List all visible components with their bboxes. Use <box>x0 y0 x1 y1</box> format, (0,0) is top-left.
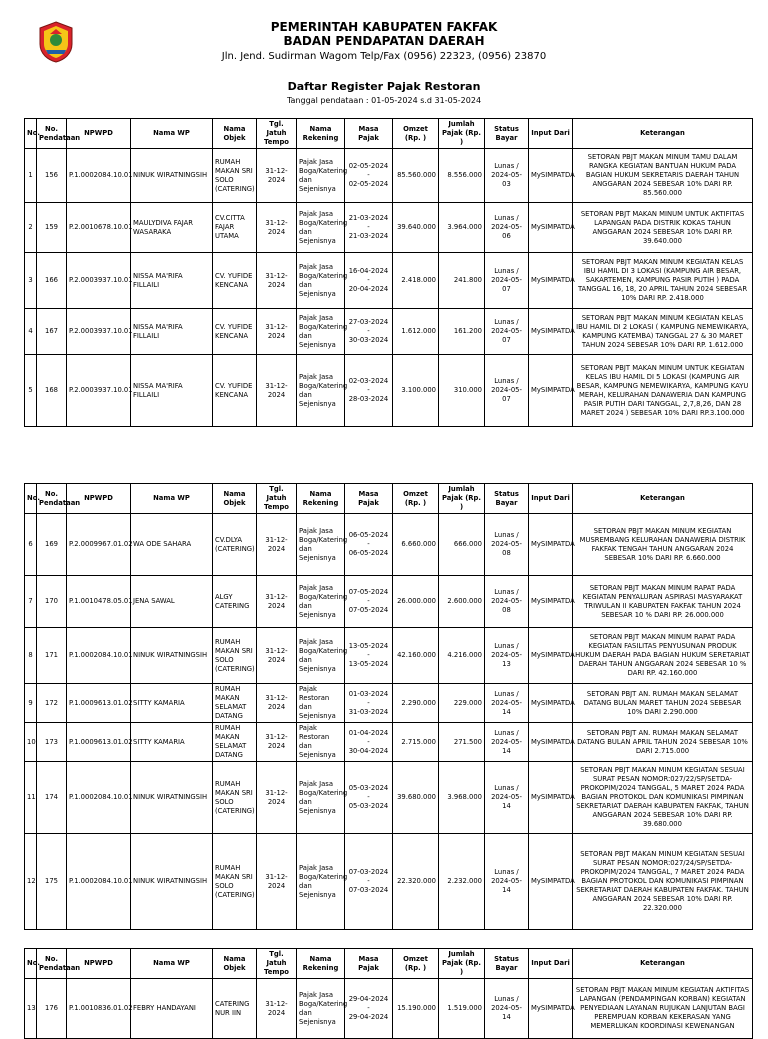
col-omzet-cell: 15.190.000 <box>393 979 439 1039</box>
col-omzet-cell: 2.715.000 <box>393 723 439 762</box>
col-tgl-jatuh-tempo-cell: 31-12-2024 <box>257 979 297 1039</box>
col-tgl-jatuh-tempo-cell: 31-12-2024 <box>257 628 297 684</box>
col-input-dari-cell: MySIMPATDA <box>529 203 573 253</box>
col-no-cell: 12 <box>25 834 37 930</box>
col-status-bayar-header: Status Bayar <box>485 949 529 979</box>
col-nama-objek-cell: CV. YUFIDE KENCANA <box>213 355 257 427</box>
col-nama-wp-cell: NINUK WIRATNINGSIH <box>131 149 213 203</box>
col-tgl-jatuh-tempo-cell: 31-12-2024 <box>257 684 297 723</box>
col-no-pendataan-cell: 170 <box>37 576 67 628</box>
col-no-cell: 7 <box>25 576 37 628</box>
masa-sep: - <box>367 1004 370 1012</box>
masa-from: 01-04-2024 <box>348 728 389 737</box>
col-masa-pajak-cell <box>345 253 393 309</box>
table-header-row <box>25 949 753 979</box>
col-no-pendataan-cell: 176 <box>37 979 67 1039</box>
col-npwpd-header: NPWPD <box>67 949 131 979</box>
col-status-bayar-cell: Lunas / 2024-05-14 <box>485 834 529 930</box>
col-no-pendataan-cell: 167 <box>37 309 67 355</box>
col-nama-objek-cell: RUMAH MAKAN SELAMAT DATANG <box>213 723 257 762</box>
masa-to: 13-05-2024 <box>348 660 389 668</box>
col-npwpd-cell: P.2.0009967.01.02 <box>67 514 131 576</box>
masa-from: 27-03-2024 <box>348 318 389 326</box>
col-nama-wp-cell: JENA SAWAL <box>131 576 213 628</box>
table-row <box>25 979 753 1039</box>
col-omzet-header: Omzet (Rp. ) <box>393 119 439 149</box>
masa-sep: - <box>367 597 370 605</box>
col-jumlah-pajak-cell: 229.000 <box>439 684 485 723</box>
masa-sep: - <box>367 386 370 394</box>
col-status-bayar-cell: Lunas / 2024-05-03 <box>485 149 529 203</box>
col-no-pendataan-cell: 168 <box>37 355 67 427</box>
masa-to: 30-04-2024 <box>348 746 389 755</box>
col-status-bayar-cell: Lunas / 2024-05-14 <box>485 979 529 1039</box>
col-status-bayar-cell: Lunas / 2024-05-06 <box>485 203 529 253</box>
col-keterangan-header: Keterangan <box>573 484 753 514</box>
col-npwpd-cell: P.1.0010836.01.02 <box>67 979 131 1039</box>
col-jumlah-pajak-cell: 1.519.000 <box>439 979 485 1039</box>
col-keterangan-cell: SETORAN PBJT AN. RUMAH MAKAN SELAMAT DATANG BULAN APRIL TAHUN 2024 SEBESAR 10% DARI 2.715.000 <box>573 723 753 762</box>
col-nama-objek-header: Nama Objek <box>213 949 257 979</box>
col-no-pendataan-header: No. Pendataan <box>37 949 67 979</box>
col-npwpd-cell: P.1.0010478.05.01 <box>67 576 131 628</box>
col-nama-wp-cell: NINUK WIRATNINGSIH <box>131 834 213 930</box>
col-no-pendataan-cell: 156 <box>37 149 67 203</box>
col-no-header: No. <box>25 484 37 514</box>
table-row <box>25 203 753 253</box>
table-row <box>25 514 753 576</box>
col-input-dari-cell: MySIMPATDA <box>529 576 573 628</box>
col-omzet-cell: 2.290.000 <box>393 684 439 723</box>
table-row <box>25 628 753 684</box>
col-nama-rekening-cell: Pajak Jasa Boga/Katering dan Sejenisnya <box>297 762 345 834</box>
col-nama-wp-cell: SITTY KAMARIA <box>131 684 213 723</box>
col-input-dari-cell: MySIMPATDA <box>529 355 573 427</box>
masa-to: 06-05-2024 <box>348 549 389 557</box>
col-nama-objek-cell: CV.DLYA (CATERING) <box>213 514 257 576</box>
col-no-pendataan-header: No. Pendataan <box>37 119 67 149</box>
masa-from: 02-03-2024 <box>348 377 389 385</box>
col-nama-rekening-cell: Pajak Jasa Boga/Katering dan Sejenisnya <box>297 203 345 253</box>
col-nama-rekening-cell: Pajak Restoran dan Sejenisnya <box>297 723 345 762</box>
col-jumlah-pajak-cell: 2.232.000 <box>439 834 485 930</box>
col-omzet-cell: 6.660.000 <box>393 514 439 576</box>
col-nama-wp-cell: NISSA MA'RIFA FILLAILI <box>131 309 213 355</box>
masa-from: 05-03-2024 <box>348 784 389 792</box>
col-no-header: No. <box>25 119 37 149</box>
col-keterangan-cell: SETORAN PBJT MAKAN MINUM RAPAT PADA KEGIATAN PENYALURAN ASPIRASI MASYARAKAT TRIWULAN II KABUPATEN FAKFAK TAHUN 2024 SEBESAR 10 % DARI RP. 26.000.000 <box>573 576 753 628</box>
col-masa-pajak-cell <box>345 979 393 1039</box>
col-status-bayar-cell: Lunas / 2024-05-14 <box>485 723 529 762</box>
masa-sep: - <box>367 540 370 548</box>
col-status-bayar-cell: Lunas / 2024-05-14 <box>485 684 529 723</box>
col-no-pendataan-cell: 173 <box>37 723 67 762</box>
col-nama-wp-header: Nama WP <box>131 484 213 514</box>
col-nama-rekening-cell: Pajak Jasa Boga/Katering dan Sejenisnya <box>297 149 345 203</box>
col-tgl-jatuh-tempo-cell: 31-12-2024 <box>257 762 297 834</box>
col-jumlah-pajak-header: Jumlah Pajak (Rp. ) <box>439 949 485 979</box>
register-table-3 <box>24 948 753 1039</box>
col-tgl-jatuh-tempo-cell: 31-12-2024 <box>257 576 297 628</box>
table-row <box>25 309 753 355</box>
masa-sep: - <box>367 737 370 746</box>
col-npwpd-cell: P.1.0009613.01.02 <box>67 684 131 723</box>
col-masa-pajak-cell <box>345 203 393 253</box>
col-nama-objek-header: Nama Objek <box>213 484 257 514</box>
col-nama-rekening-header: Nama Rekening <box>297 949 345 979</box>
masa-to: 07-05-2024 <box>348 606 389 614</box>
col-omzet-cell: 42.160.000 <box>393 628 439 684</box>
col-no-pendataan-cell: 159 <box>37 203 67 253</box>
col-npwpd-header: NPWPD <box>67 119 131 149</box>
col-masa-pajak-cell <box>345 762 393 834</box>
col-omzet-cell: 3.100.000 <box>393 355 439 427</box>
col-keterangan-cell: SETORAN PBJT MAKAN MINUM KEGIATAN KELAS IBU HAMIL DI 2 LOKASI ( KAMPUNG NEMEWIKARYA, KAMPUNG KATEMBA) TANGGAL 27 & 30 MARET TAHUN 2024 SEBESAR 10% DARI RP. 1.612.000 <box>573 309 753 355</box>
letterhead <box>0 20 768 66</box>
col-no-pendataan-cell: 166 <box>37 253 67 309</box>
col-keterangan-cell: SETORAN PBJT MAKAN MINUM KEGIATAN MUSREMBANG KELURAHAN DANAWERIA DISTRIK FAKFAK TENGAH TAHUN ANGGARAN 2024 SEBESAR 10% DARI RP. 6.660.000 <box>573 514 753 576</box>
col-npwpd-cell: P.1.0009613.01.02 <box>67 723 131 762</box>
col-no-pendataan-cell: 175 <box>37 834 67 930</box>
col-nama-wp-cell: SITTY KAMARIA <box>131 723 213 762</box>
table-row <box>25 576 753 628</box>
report-title: Daftar Register Pajak Restoran <box>287 80 481 93</box>
table-header-row <box>25 119 753 149</box>
col-input-dari-header: Input Dari <box>529 949 573 979</box>
col-npwpd-cell: P.1.0002084.10.01 <box>67 762 131 834</box>
col-no-cell: 8 <box>25 628 37 684</box>
col-npwpd-cell: P.1.0002084.10.01 <box>67 834 131 930</box>
col-npwpd-cell: P.2.0003937.10.01 <box>67 253 131 309</box>
col-no-cell: 5 <box>25 355 37 427</box>
col-npwpd-cell: P.1.0002084.10.01 <box>67 628 131 684</box>
col-masa-pajak-cell <box>345 628 393 684</box>
col-no-pendataan-cell: 172 <box>37 684 67 723</box>
col-input-dari-cell: MySIMPATDA <box>529 834 573 930</box>
col-nama-wp-cell: NINUK WIRATNINGSIH <box>131 762 213 834</box>
col-keterangan-cell: SETORAN PBJT AN. RUMAH MAKAN SELAMAT DATANG BULAN MARET TAHUN 2024 SEBESAR 10% DARI 2.290.000 <box>573 684 753 723</box>
col-status-bayar-cell: Lunas / 2024-05-08 <box>485 514 529 576</box>
col-jumlah-pajak-cell: 3.968.000 <box>439 762 485 834</box>
col-omzet-header: Omzet (Rp. ) <box>393 949 439 979</box>
col-omzet-cell: 2.418.000 <box>393 253 439 309</box>
col-status-bayar-cell: Lunas / 2024-05-13 <box>485 628 529 684</box>
col-nama-rekening-cell: Pajak Jasa Boga/Katering dan Sejenisnya <box>297 514 345 576</box>
col-no-pendataan-cell: 169 <box>37 514 67 576</box>
masa-sep: - <box>367 327 370 335</box>
col-masa-pajak-cell <box>345 576 393 628</box>
col-no-cell: 3 <box>25 253 37 309</box>
masa-from: 07-03-2024 <box>348 868 389 876</box>
masa-to: 05-03-2024 <box>348 802 389 810</box>
col-masa-pajak-cell <box>345 723 393 762</box>
col-omzet-cell: 85.560.000 <box>393 149 439 203</box>
col-nama-rekening-cell: Pajak Jasa Boga/Katering dan Sejenisnya <box>297 834 345 930</box>
col-nama-wp-header: Nama WP <box>131 119 213 149</box>
col-masa-pajak-header: Masa Pajak <box>345 949 393 979</box>
col-status-bayar-header: Status Bayar <box>485 484 529 514</box>
table-row <box>25 253 753 309</box>
col-jumlah-pajak-cell: 3.964.000 <box>439 203 485 253</box>
col-omzet-cell: 39.640.000 <box>393 203 439 253</box>
col-nama-objek-cell: CATERING NUR IIN <box>213 979 257 1039</box>
col-input-dari-cell: MySIMPATDA <box>529 628 573 684</box>
col-no-cell: 11 <box>25 762 37 834</box>
table-row <box>25 834 753 930</box>
col-nama-wp-cell: NISSA MA'RIFA FILLAILI <box>131 253 213 309</box>
table-header-row <box>25 484 753 514</box>
col-input-dari-cell: MySIMPATDA <box>529 762 573 834</box>
col-tgl-jatuh-tempo-cell: 31-12-2024 <box>257 723 297 762</box>
col-nama-rekening-header: Nama Rekening <box>297 119 345 149</box>
col-masa-pajak-cell <box>345 149 393 203</box>
masa-sep: - <box>367 223 370 231</box>
col-npwpd-header: NPWPD <box>67 484 131 514</box>
col-tgl-jatuh-tempo-cell: 31-12-2024 <box>257 514 297 576</box>
col-nama-wp-cell: WA ODE SAHARA <box>131 514 213 576</box>
col-nama-wp-cell: NISSA MA'RIFA FILLAILI <box>131 355 213 427</box>
col-keterangan-cell: SETORAN PBJT MAKAN MINUM KEGIATAN KELAS IBU HAMIL DI 3 LOKASI (KAMPUNG AIR BESAR, SAKARTEMEN, KAMPUNG PASIR PUTIH ) PADA TANGGAL 16, 18, 20 APRIL TAHUN 2024 SEBESAR 10% DARI RP. 2.418.000 <box>573 253 753 309</box>
col-npwpd-cell: P.1.0002084.10.01 <box>67 149 131 203</box>
masa-from: 06-05-2024 <box>348 531 389 539</box>
col-nama-wp-cell: MAULYDIVA FAJAR WASARAKA <box>131 203 213 253</box>
table-row <box>25 149 753 203</box>
col-jumlah-pajak-cell: 241.800 <box>439 253 485 309</box>
table-row <box>25 684 753 723</box>
col-input-dari-cell: MySIMPATDA <box>529 979 573 1039</box>
col-tgl-jatuh-tempo-header: Tgl. Jatuh Tempo <box>257 949 297 979</box>
masa-to: 30-03-2024 <box>348 336 389 344</box>
col-nama-rekening-cell: Pajak Jasa Boga/Katering dan Sejenisnya <box>297 355 345 427</box>
col-keterangan-cell: SETORAN PBJT MAKAN MINUM RAPAT PADA KEGIATAN FASILITAS PENYUSUNAN PRODUK HUKUM DAERAH PADA BAGIAN HUKUM SERETARIAT DAERAH TAHUN ANGGARAN 2024 SEBESAR 10 % DARI RP. 42.160.000 <box>573 628 753 684</box>
register-table-2 <box>24 483 753 930</box>
col-nama-wp-cell: FEBRY HANDAYANI <box>131 979 213 1039</box>
col-no-cell: 6 <box>25 514 37 576</box>
col-keterangan-header: Keterangan <box>573 119 753 149</box>
col-masa-pajak-header: Masa Pajak <box>345 119 393 149</box>
masa-from: 07-05-2024 <box>348 588 389 596</box>
col-no-pendataan-cell: 174 <box>37 762 67 834</box>
col-no-cell: 13 <box>25 979 37 1039</box>
col-no-cell: 2 <box>25 203 37 253</box>
masa-to: 02-05-2024 <box>348 180 389 188</box>
col-jumlah-pajak-cell: 310.000 <box>439 355 485 427</box>
col-tgl-jatuh-tempo-header: Tgl. Jatuh Tempo <box>257 119 297 149</box>
col-no-cell: 9 <box>25 684 37 723</box>
col-jumlah-pajak-header: Jumlah Pajak (Rp. ) <box>439 484 485 514</box>
col-no-cell: 10 <box>25 723 37 762</box>
col-nama-objek-cell: CV.CITTA FAJAR UTAMA <box>213 203 257 253</box>
col-masa-pajak-cell <box>345 355 393 427</box>
masa-sep: - <box>367 793 370 801</box>
col-omzet-cell: 22.320.000 <box>393 834 439 930</box>
masa-to: 20-04-2024 <box>348 285 389 293</box>
col-nama-objek-cell: CV. YUFIDE KENCANA <box>213 309 257 355</box>
col-jumlah-pajak-cell: 161.200 <box>439 309 485 355</box>
col-nama-objek-header: Nama Objek <box>213 119 257 149</box>
masa-from: 02-05-2024 <box>348 162 389 170</box>
col-jumlah-pajak-header: Jumlah Pajak (Rp. ) <box>439 119 485 149</box>
masa-sep: - <box>367 276 370 284</box>
col-nama-objek-cell: RUMAH MAKAN SRI SOLO (CATERING) <box>213 762 257 834</box>
col-omzet-cell: 26.000.000 <box>393 576 439 628</box>
col-tgl-jatuh-tempo-cell: 31-12-2024 <box>257 355 297 427</box>
col-jumlah-pajak-cell: 271.500 <box>439 723 485 762</box>
col-omzet-cell: 1.612.000 <box>393 309 439 355</box>
col-nama-objek-cell: RUMAH MAKAN SRI SOLO (CATERING) <box>213 628 257 684</box>
col-status-bayar-cell: Lunas / 2024-05-08 <box>485 576 529 628</box>
col-jumlah-pajak-cell: 4.216.000 <box>439 628 485 684</box>
col-npwpd-cell: P.2.0010678.10.01 <box>67 203 131 253</box>
col-input-dari-header: Input Dari <box>529 484 573 514</box>
col-keterangan-cell: SETORAN PBJT MAKAN MINUM KEGIATAN SESUAI SURAT PESAN NOMOR:027/24/SP/SETDA-PROKOPIM/2024 TANGGAL, 7 MARET 2024 PADA BAGIAN PROTOKOL DAN KOMUNIKASI PIMPINAN SEKRETARIAT DAERAH KABUPATEN FAKFAK. TAHUN ANGGARAN 2024 SEBESAR 10% DARI RP. 22.320.000 <box>573 834 753 930</box>
col-masa-pajak-cell <box>345 684 393 723</box>
col-omzet-header: Omzet (Rp. ) <box>393 484 439 514</box>
masa-to: 29-04-2024 <box>348 1013 389 1021</box>
col-input-dari-cell: MySIMPATDA <box>529 149 573 203</box>
col-nama-rekening-cell: Pajak Jasa Boga/Katering dan Sejenisnya <box>297 628 345 684</box>
col-jumlah-pajak-cell: 2.600.000 <box>439 576 485 628</box>
col-nama-objek-cell: ALGY CATERING <box>213 576 257 628</box>
col-masa-pajak-cell <box>345 514 393 576</box>
col-nama-objek-cell: RUMAH MAKAN SRI SOLO (CATERING) <box>213 149 257 203</box>
col-jumlah-pajak-cell: 8.556.000 <box>439 149 485 203</box>
col-nama-wp-header: Nama WP <box>131 949 213 979</box>
col-input-dari-cell: MySIMPATDA <box>529 253 573 309</box>
col-tgl-jatuh-tempo-cell: 31-12-2024 <box>257 309 297 355</box>
col-masa-pajak-cell <box>345 834 393 930</box>
masa-from: 21-03-2024 <box>348 214 389 222</box>
masa-to: 21-03-2024 <box>348 232 389 240</box>
col-input-dari-cell: MySIMPATDA <box>529 309 573 355</box>
col-npwpd-cell: P.2.0003937.10.01 <box>67 355 131 427</box>
masa-to: 28-03-2024 <box>348 395 389 403</box>
col-keterangan-cell: SETORAN PBJT MAKAN MINUM KEGIATAN AKTIFITAS LAPANGAN (PENDAMPINGAN KORBAN) KEGIATAN PENYEDIAAN LAYANAN RUJUKAN LANJUTAN BAGI PEREMPUAN KORBAN KEKERASAN YANG MEMERLUKAN KOORDINASI KEWENANGAN <box>573 979 753 1039</box>
masa-sep: - <box>367 171 370 179</box>
col-no-cell: 4 <box>25 309 37 355</box>
col-tgl-jatuh-tempo-cell: 31-12-2024 <box>257 203 297 253</box>
agency-address: Jln. Jend. Sudirman Wagom Telp/Fax (0956) 22323, (0956) 23870 <box>221 51 547 62</box>
col-masa-pajak-cell <box>345 309 393 355</box>
col-no-pendataan-header: No. Pendataan <box>37 484 67 514</box>
col-input-dari-cell: MySIMPATDA <box>529 723 573 762</box>
col-no-pendataan-cell: 171 <box>37 628 67 684</box>
col-masa-pajak-header: Masa Pajak <box>345 484 393 514</box>
col-keterangan-cell: SETORAN PBJT MAKAN MINUM KEGIATAN SESUAI SURAT PESAN NOMOR:027/22/SP/SETDA-PROKOPIM/2024 TANGGAL, 5 MARET 2024 PADA BAGIAN PROTOKOL DAN KOMUNIKASI PIMPINAN SEKRETARIAT DAERAH KABUPATEN FAKFAK, TAHUN ANGGARAN 2024 SEBESAR 10% DARI RP. 39.680.000 <box>573 762 753 834</box>
col-npwpd-cell: P.2.0003937.10.01 <box>67 309 131 355</box>
masa-to: 07-03-2024 <box>348 886 389 894</box>
col-nama-rekening-cell: Pajak Jasa Boga/Katering dan Sejenisnya <box>297 309 345 355</box>
col-keterangan-cell: SETORAN PBJT MAKAN MINUM TAMU DALAM RANGKA KEGIATAN BANTUAN HUKUM PADA BAGIAN HUKUM SEKRETARIS DAERAH TAHUN ANGGARAN 2024 SEBESAR 10% DARI RP. 85.560.000 <box>573 149 753 203</box>
col-nama-rekening-cell: Pajak Restoran dan Sejenisnya <box>297 684 345 723</box>
col-jumlah-pajak-cell: 666.000 <box>439 514 485 576</box>
masa-from: 16-04-2024 <box>348 267 389 275</box>
masa-from: 29-04-2024 <box>348 995 389 1003</box>
col-status-bayar-cell: Lunas / 2024-05-07 <box>485 253 529 309</box>
col-nama-objek-cell: RUMAH MAKAN SELAMAT DATANG <box>213 684 257 723</box>
col-input-dari-cell: MySIMPATDA <box>529 684 573 723</box>
masa-sep: - <box>367 698 370 707</box>
col-tgl-jatuh-tempo-cell: 31-12-2024 <box>257 149 297 203</box>
col-no-cell: 1 <box>25 149 37 203</box>
agency-name: BADAN PENDAPATAN DAERAH <box>283 34 485 48</box>
col-status-bayar-cell: Lunas / 2024-05-07 <box>485 309 529 355</box>
col-tgl-jatuh-tempo-cell: 31-12-2024 <box>257 834 297 930</box>
table-row <box>25 762 753 834</box>
gov-name: PEMERINTAH KABUPATEN FAKFAK <box>270 20 498 34</box>
col-status-bayar-cell: Lunas / 2024-05-14 <box>485 762 529 834</box>
masa-from: 13-05-2024 <box>348 642 389 650</box>
col-omzet-cell: 39.680.000 <box>393 762 439 834</box>
col-input-dari-header: Input Dari <box>529 119 573 149</box>
col-nama-objek-cell: RUMAH MAKAN SRI SOLO (CATERING) <box>213 834 257 930</box>
col-keterangan-header: Keterangan <box>573 949 753 979</box>
register-table-1 <box>24 118 753 427</box>
col-tgl-jatuh-tempo-header: Tgl. Jatuh Tempo <box>257 484 297 514</box>
col-nama-rekening-cell: Pajak Jasa Boga/Katering dan Sejenisnya <box>297 979 345 1039</box>
col-keterangan-cell: SETORAN PBJT MAKAN MINUM UNTUK KEGIATAN KELAS IBU HAMIL DI 5 LOKASI (KAMPUNG AIR BESAR, KAMPUNG NEMEWIKARYA, KAMPUNG KAYU MERAH, KELURAHAN DANAWERIA DAN KAMPUNG PASIR PUTIH DARI TANGGAL, 2,7,8,26, DAN 28 MARET 2024 ) SEBESAR 10% DARI RP.3.100.000 <box>573 355 753 427</box>
col-status-bayar-cell: Lunas / 2024-05-07 <box>485 355 529 427</box>
masa-to: 31-03-2024 <box>348 707 389 716</box>
report-period: Tanggal pendataan : 01-05-2024 s.d 31-05-2024 <box>286 96 482 105</box>
masa-sep: - <box>367 651 370 659</box>
col-tgl-jatuh-tempo-cell: 31-12-2024 <box>257 253 297 309</box>
col-status-bayar-header: Status Bayar <box>485 119 529 149</box>
table-row <box>25 355 753 427</box>
col-nama-objek-cell: CV. YUFIDE KENCANA <box>213 253 257 309</box>
col-nama-rekening-cell: Pajak Jasa Boga/Katering dan Sejenisnya <box>297 576 345 628</box>
masa-sep: - <box>367 877 370 885</box>
masa-from: 01-03-2024 <box>348 689 389 698</box>
col-keterangan-cell: SETORAN PBJT MAKAN MINUM UNTUK AKTIFITAS LAPANGAN PADA DISTRIK KOKAS TAHUN ANGGARAN 2024 SEBESAR 10% DARI RP. 39.640.000 <box>573 203 753 253</box>
col-nama-rekening-header: Nama Rekening <box>297 484 345 514</box>
col-nama-wp-cell: NINUK WIRATNINGSIH <box>131 628 213 684</box>
col-input-dari-cell: MySIMPATDA <box>529 514 573 576</box>
col-no-header: No. <box>25 949 37 979</box>
col-nama-rekening-cell: Pajak Jasa Boga/Katering dan Sejenisnya <box>297 253 345 309</box>
table-row <box>25 723 753 762</box>
